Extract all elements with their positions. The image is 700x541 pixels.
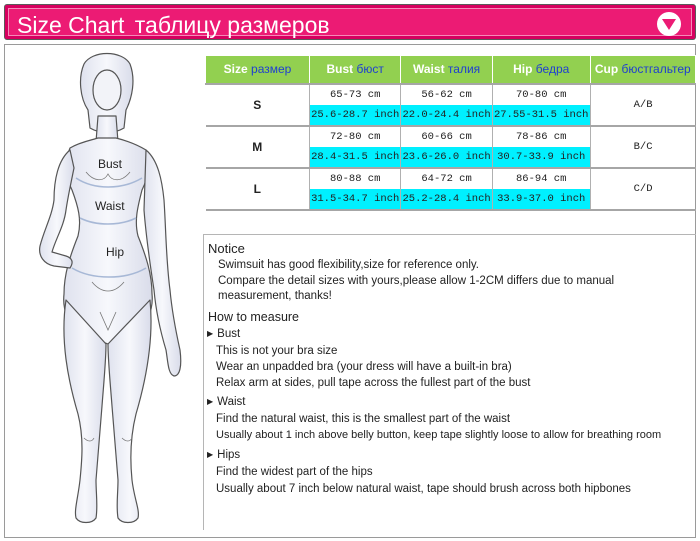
cup-cell: A/B: [590, 84, 695, 126]
section-line: Find the widest part of the hips: [216, 466, 373, 478]
section-hips: [207, 449, 240, 461]
hip-inch-cell: 30.7-33.9 inch: [492, 147, 590, 168]
waist-inch-cell: 22.0-24.4 inch: [401, 105, 492, 126]
triangle-bullet-icon: ▶: [207, 397, 214, 406]
hip-inch-cell: 27.55-31.5 inch: [492, 105, 590, 126]
notice-title: Notice: [208, 241, 245, 256]
waist-inch-cell: 23.6-26.0 inch: [401, 147, 492, 168]
bust-cm-cell: 80-88 cm: [310, 168, 401, 189]
cup-cell: B/C: [590, 126, 695, 168]
section-title: Hips: [217, 449, 241, 461]
table-row: [206, 84, 696, 105]
bust-cm-cell: 72-80 cm: [310, 126, 401, 147]
body-figure: [14, 50, 200, 532]
header-cup: Cup бюстгальтер: [590, 56, 695, 84]
triangle-bullet-icon: ▶: [207, 329, 214, 338]
bust-inch-cell: 28.4-31.5 inch: [310, 147, 401, 168]
section-line: Usually about 1 inch above belly button, keep tape slightly loose to allow for breathing room: [216, 429, 662, 441]
table-row: [206, 126, 696, 147]
header-bar: [4, 4, 696, 40]
bust-inch-cell: 25.6-28.7 inch: [310, 105, 401, 126]
hip-cm-cell: 70-80 cm: [492, 84, 590, 105]
header-inner: [8, 8, 692, 36]
table-row: [206, 168, 696, 189]
hip-cm-cell: 86-94 cm: [492, 168, 590, 189]
hip-cm-cell: 78-86 cm: [492, 126, 590, 147]
page-title: [17, 12, 330, 39]
bust-label: Bust: [98, 157, 123, 171]
size-table: [205, 55, 696, 211]
title-ru: таблицу размеров: [134, 12, 330, 38]
waist-cm-cell: 60-66 cm: [401, 126, 492, 147]
hip-label: Hip: [106, 245, 125, 259]
waist-label: Waist: [95, 199, 125, 213]
notice-line: Compare the detail sizes with yours,please allow 1-2CM differs due to manual: [218, 275, 615, 287]
body-outline-illustration: [14, 50, 200, 532]
hip-inch-cell: 33.9-37.0 inch: [492, 189, 590, 210]
section-line: Find the natural waist, this is the smallest part of the waist: [216, 413, 511, 425]
section-title: Bust: [217, 328, 241, 340]
size-cell: M: [206, 126, 310, 168]
notice-line: Swimsuit has good flexibility,size for reference only.: [218, 259, 479, 271]
bust-inch-cell: 31.5-34.7 inch: [310, 189, 401, 210]
size-cell: L: [206, 168, 310, 210]
header-waist: Waist талия: [401, 56, 492, 84]
section-bust: [207, 328, 240, 340]
header-hip: Hip бедра: [492, 56, 590, 84]
waist-cm-cell: 64-72 cm: [401, 168, 492, 189]
header-size: Size размер: [206, 56, 310, 84]
bust-cm-cell: 65-73 cm: [310, 84, 401, 105]
triangle-bullet-icon: ▶: [207, 450, 214, 459]
table-header-row: [206, 56, 696, 84]
notice-line: measurement, thanks!: [218, 290, 332, 302]
header-bust: Bust бюст: [310, 56, 401, 84]
title-en: Size Chart: [17, 12, 125, 38]
size-cell: S: [206, 84, 310, 126]
how-to-measure-title: How to measure: [208, 310, 300, 324]
section-line: Wear an unpadded bra (your dress will have a built-in bra): [216, 361, 512, 373]
chevron-down-circle-icon[interactable]: [657, 12, 681, 36]
section-waist: [207, 396, 245, 408]
chevron-down-icon: [662, 19, 676, 30]
cup-cell: C/D: [590, 168, 695, 210]
notes-panel: [203, 234, 696, 530]
section-line: Usually about 7 inch below natural waist, tape should brush across both hipbones: [216, 483, 631, 495]
waist-cm-cell: 56-62 cm: [401, 84, 492, 105]
waist-inch-cell: 25.2-28.4 inch: [401, 189, 492, 210]
section-line: Relax arm at sides, pull tape across the fullest part of the bust: [216, 377, 531, 389]
section-title: Waist: [217, 396, 246, 408]
section-line: This is not your bra size: [216, 345, 338, 357]
